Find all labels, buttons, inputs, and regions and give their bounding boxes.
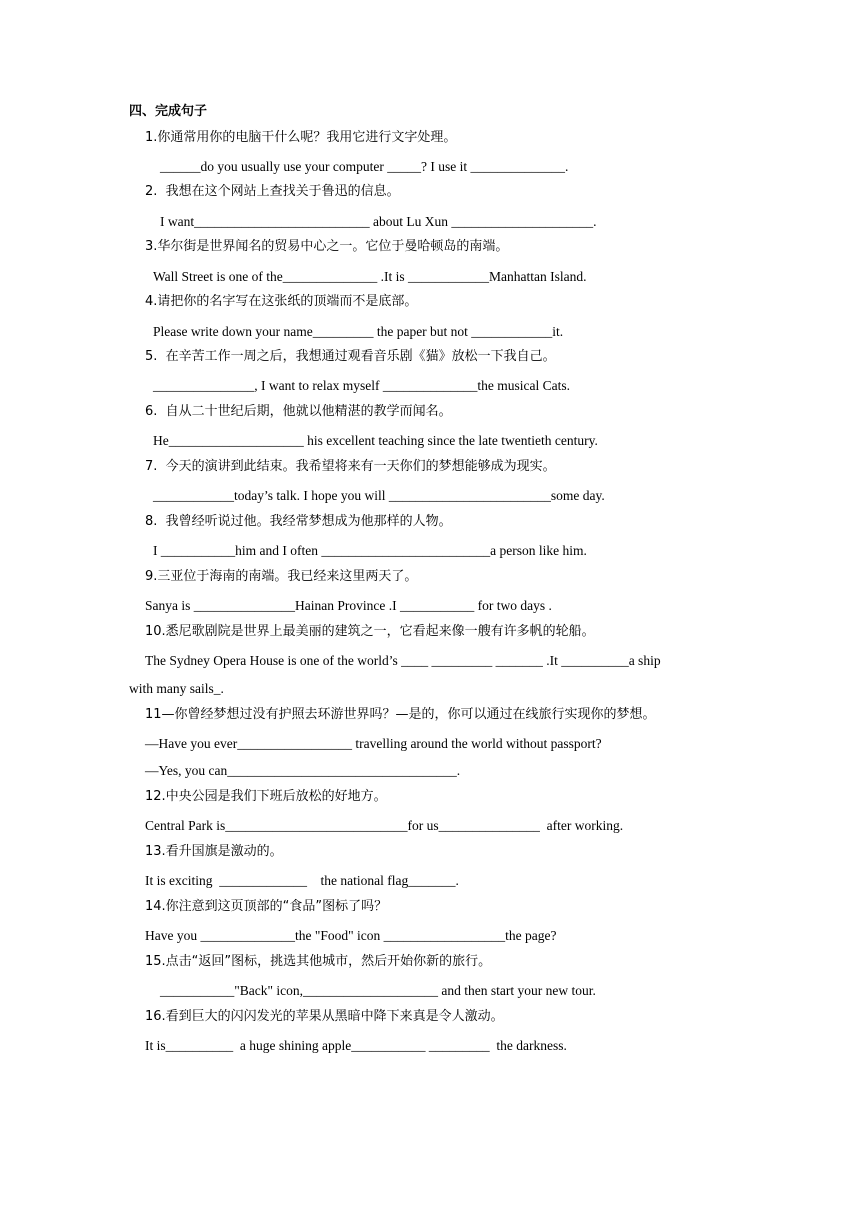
question-1-chinese: 1.你通常用你的电脑干什么呢？我用它进行文字处理。 bbox=[145, 130, 457, 145]
question-11-chinese: 11—你曾经梦想过没有护照去环游世界吗？—是的，你可以通过在线旅行实现你的梦想。 bbox=[145, 707, 656, 722]
question-3-english: Wall Street is one of the______________ .It is ____________Manhattan Island. bbox=[153, 269, 587, 284]
question-6-english: He____________________ his excellent teaching since the late twentieth century. bbox=[153, 433, 598, 448]
section-title: 四、完成句子 bbox=[129, 104, 208, 119]
question-10-chinese: 10.悉尼歌剧院是世界上最美丽的建筑之一，它看起来像一艘有许多帆的轮船。 bbox=[145, 624, 595, 639]
question-13-english: It is exciting _____________ the national flag_______. bbox=[145, 873, 459, 888]
question-11-english-reply: —Yes, you can__________________________________. bbox=[145, 763, 461, 778]
question-11-english: —Have you ever_________________ travelling around the world without passport? bbox=[145, 736, 602, 751]
question-13-chinese: 13.看升国旗是激动的。 bbox=[145, 844, 283, 859]
question-2-chinese: 2. 我想在这个网站上查找关于鲁迅的信息。 bbox=[145, 184, 400, 199]
question-16-english: It is__________ a huge shining apple___________ _________ the darkness. bbox=[145, 1038, 567, 1053]
question-16-chinese: 16.看到巨大的闪闪发光的苹果从黑暗中降下来真是令人激动。 bbox=[145, 1009, 504, 1024]
question-6-chinese: 6. 自从二十世纪后期，他就以他精湛的教学而闻名。 bbox=[145, 404, 452, 419]
question-3-chinese: 3.华尔街是世界闻名的贸易中心之一。它位于曼哈顿岛的南端。 bbox=[145, 239, 509, 254]
question-4-chinese: 4.请把你的名字写在这张纸的顶端而不是底部。 bbox=[145, 294, 418, 309]
question-5-chinese: 5. 在辛苦工作一周之后，我想通过观看音乐剧《猫》放松一下我自己。 bbox=[145, 349, 556, 364]
question-7-chinese: 7. 今天的演讲到此结束。我希望将来有一天你们的梦想能够成为现实。 bbox=[145, 459, 556, 474]
question-10-english: The Sydney Opera House is one of the world’s ____ _________ _______ .It __________a ship bbox=[145, 653, 661, 668]
question-7-english: ____________today’s talk. I hope you will ________________________some day. bbox=[153, 488, 605, 503]
question-9-chinese: 9.三亚位于海南的南端。我已经来这里两天了。 bbox=[145, 569, 418, 584]
question-5-english: _______________, I want to relax myself ______________the musical Cats. bbox=[153, 378, 570, 393]
question-1-english: ______do you usually use your computer _____? I use it ______________. bbox=[160, 159, 569, 174]
question-14-english: Have you ______________the "Food" icon __________________the page? bbox=[145, 928, 557, 943]
question-2-english: I want__________________________ about Lu Xun _____________________. bbox=[160, 214, 597, 229]
question-8-english: I ___________him and I often _________________________a person like him. bbox=[153, 543, 587, 558]
question-15-chinese: 15.点击“返回”图标，挑选其他城市，然后开始你新的旅行。 bbox=[145, 954, 492, 969]
question-15-english: ___________"Back" icon,____________________ and then start your new tour. bbox=[160, 983, 596, 998]
question-12-english: Central Park is___________________________for us_______________ after working. bbox=[145, 818, 624, 833]
question-14-chinese: 14.你注意到这页顶部的“食品”图标了吗？ bbox=[145, 899, 388, 914]
question-4-english: Please write down your name_________ the paper but not ____________it. bbox=[153, 324, 564, 339]
question-8-chinese: 8. 我曾经听说过他。我经常梦想成为他那样的人物。 bbox=[145, 514, 452, 529]
question-10-english-continued: with many sails_. bbox=[129, 681, 224, 696]
question-9-english: Sanya is _______________Hainan Province .I ___________ for two days . bbox=[145, 598, 552, 613]
question-12-chinese: 12.中央公园是我们下班后放松的好地方。 bbox=[145, 789, 387, 804]
